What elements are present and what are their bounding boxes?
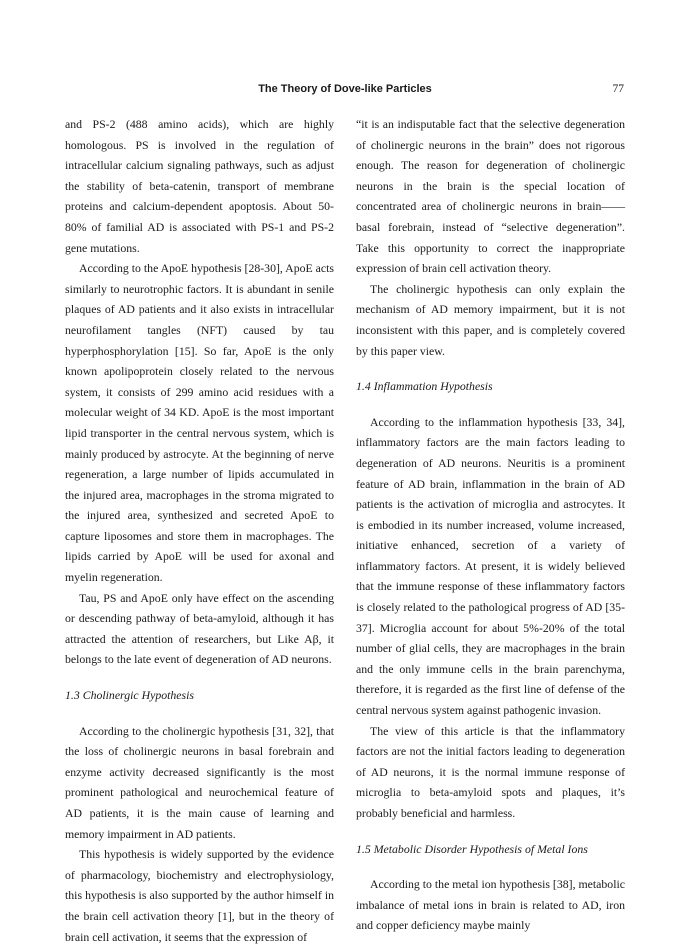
spacer	[356, 361, 625, 376]
right-column	[356, 114, 625, 936]
spacer	[356, 824, 625, 839]
paragraph: The cholinergic hypothesis can only explain the mechanism of AD memory impairment, but it is not inconsistent with this paper, and is completely covered by this paper view.	[356, 281, 625, 358]
paragraph: Tau, PS and ApoE only have effect on the ascending or descending pathway of beta-amyloid, although it has attracted the attention of researchers, but Like Aβ, it belongs to the late event of degeneration of AD neurons.	[65, 590, 334, 667]
paragraph: According to the inflammation hypothesis [33, 34], inflammatory factors are the main factors leading to degeneration of AD neurons. Neuritis is a prominent feature of AD brain, inflammation in the brain of AD patients is the activation of microglia and astrocytes. It is embodied in its number increased, volume increased, initiative enhanced, secretion of a variety of inflammatory factors. At present, it is widely believed that the immune response of these inflammatory factors is closely related to the pathological progress of AD [35-37]. Microglia account for about 5%-20% of the total number of glial cells, they are macrophages in the brain and the only immune cells in the brain parenchyma, therefore, it is regarded as the first line of defense of the central nervous system against pathogenic invasion.	[356, 414, 625, 718]
running-title: The Theory of Dove-like Particles	[258, 83, 432, 95]
running-header	[0, 81, 690, 97]
paragraph: “it is an indisputable fact that the selective degeneration of cholinergic neurons in the brain” does not rigorous enough. The reason for degeneration of cholinergic neurons in the brain is the special location of concentrated area of cholinergic neurons in brain——basal forebrain, instead of “selective degeneration”. Take this opportunity to correct the inappropriate expression of brain cell activation theory.	[356, 117, 625, 276]
paragraph: This hypothesis is widely supported by the evidence of pharmacology, biochemistry and electrophysiology, this hypothesis is also supported by the author himself in the brain cell activation theory [1], but in the theory of brain cell activation, it seems that the expression of	[65, 847, 334, 944]
paragraph: and PS-2 (488 amino acids), which are highly homologous. PS is involved in the regulation of intracellular calcium signaling pathways, such as adjust the stability of beta-catenin, transport of membrane proteins and calcium-dependent apoptosis. About 50-80% of familial AD is associated with PS-1 and PS-2 gene mutations.	[65, 117, 334, 255]
left-column	[65, 114, 334, 947]
spacer	[65, 706, 334, 721]
section-heading: 1.3 Cholinergic Hypothesis	[65, 688, 194, 703]
paragraph: According to the cholinergic hypothesis [31, 32], that the loss of cholinergic neurons in basal forebrain and enzyme activity decreased significantly is the most prominent pathological and neurochemical feature of AD patients, it is the main cause of learning and memory impairment in AD patients.	[65, 723, 334, 841]
spacer	[356, 397, 625, 412]
spacer	[356, 859, 625, 874]
page-number: 77	[612, 83, 624, 95]
spacer	[65, 670, 334, 685]
section-heading: 1.4 Inflammation Hypothesis	[356, 379, 493, 394]
paragraph: According to the metal ion hypothesis [38], metabolic imbalance of metal ions in brain is related to AD, iron and copper deficiency maybe mainly	[356, 877, 625, 933]
paragraph: The view of this article is that the inflammatory factors are not the initial factors leading to degeneration of AD neurons, it is the normal immune response of microglia to beta-amyloid spots and plaques, it’s probably beneficial and harmless.	[356, 723, 625, 820]
section-heading: 1.5 Metabolic Disorder Hypothesis of Metal Ions	[356, 841, 588, 856]
paragraph: According to the ApoE hypothesis [28-30], ApoE acts similarly to neurotrophic factors. It is abundant in senile plaques of AD patients and it also exists in intracellular neurofilament tangles (NFT) caused by tau hyperphosphorylation [15]. So far, ApoE is the only known apolipoprotein closely related to the nervous system, it consists of 299 amino acid residues with a molecular weight of 34 KD. ApoE is the most important lipid transporter in the central nervous system, which is mainly produced by astrocyte. At the beginning of nerve regeneration, a large number of lipids accumulated in the injured area, macrophages in the stroma migrated to the injured area, synthesized and secreted ApoE to capture liposomes and store them in macrophages. The lipids carried by ApoE will be used for axonal and myelin regeneration.	[65, 261, 334, 585]
